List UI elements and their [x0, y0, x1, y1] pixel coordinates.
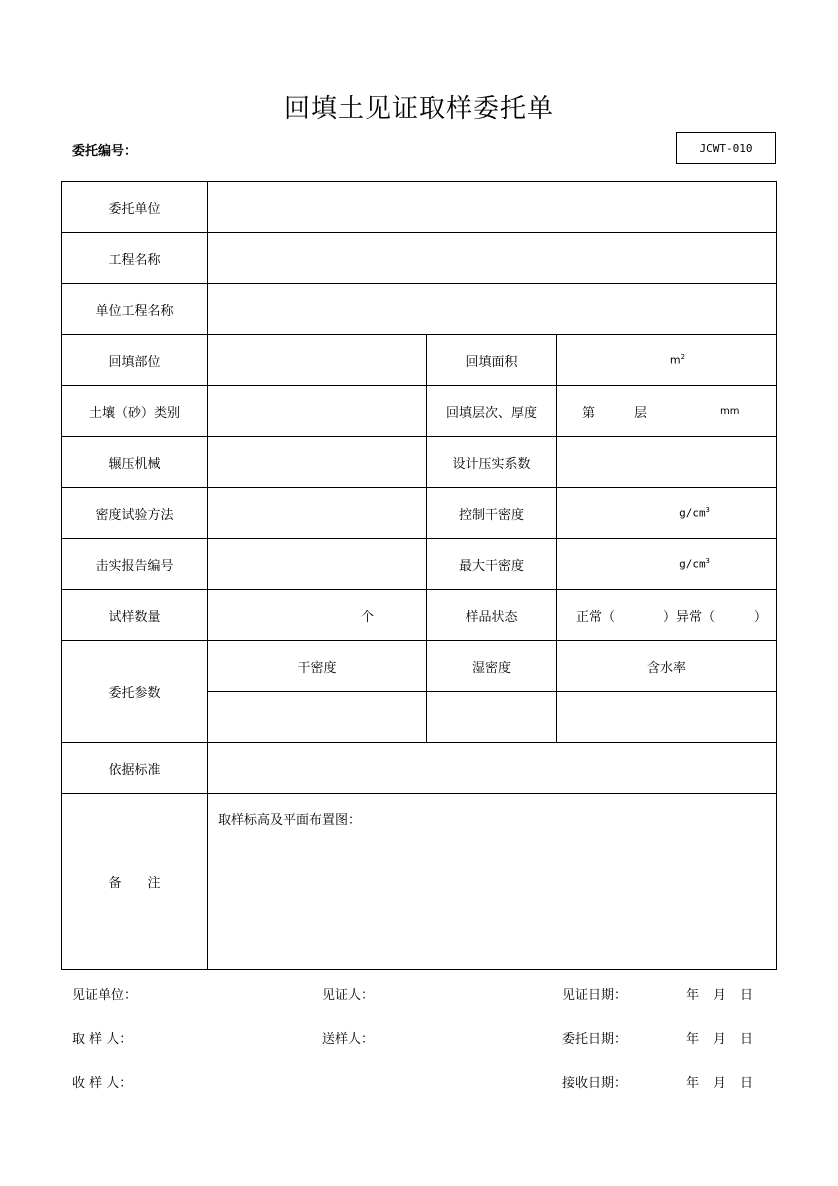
witness-unit-label: 见证单位：	[72, 988, 138, 1003]
receive-date-label: 接收日期：	[562, 1076, 628, 1091]
entrust-date-label: 委托日期：	[562, 1032, 628, 1047]
entrust-unit-label: 委托单位	[108, 201, 161, 217]
sample-state-field[interactable]	[557, 590, 776, 640]
table-border-bottom	[61, 969, 777, 970]
compaction-report-no-field[interactable]	[208, 539, 426, 589]
entrust-params-label: 委托参数	[108, 686, 161, 701]
fill-part-field[interactable]	[208, 335, 426, 385]
date-year: 年	[686, 1032, 700, 1047]
table-border-right	[776, 181, 777, 970]
date-month: 月	[713, 1076, 727, 1091]
state-close: ）	[754, 609, 768, 625]
date-day: 日	[740, 988, 754, 1003]
control-dry-density-field[interactable]	[557, 488, 776, 538]
density-method-label: 密度试验方法	[95, 507, 174, 523]
design-coeff-label: 设计压实系数	[452, 456, 531, 472]
layer-suffix: 层	[634, 405, 648, 421]
date-month: 月	[713, 988, 727, 1003]
date-year: 年	[686, 988, 700, 1003]
soil-type-field[interactable]	[208, 386, 426, 436]
date-day: 日	[740, 1076, 754, 1091]
state-normal: 正常（	[576, 609, 616, 625]
form-code-box	[676, 132, 776, 164]
basis-standard-label: 依据标准	[108, 762, 161, 778]
density-unit: $g/cm^3$	[679, 506, 710, 520]
witness-date-label: 见证日期：	[562, 988, 628, 1003]
max-dry-density-label: 最大干密度	[458, 558, 524, 574]
date-month: 月	[713, 1032, 727, 1047]
page-title: 回填土见证取样委托单	[283, 94, 554, 124]
witness-person-label: 见证人：	[322, 988, 375, 1003]
control-dry-density-label: 控制干密度	[458, 507, 524, 523]
param-dry-density-header: 干密度	[297, 660, 337, 676]
thickness-unit: mm	[720, 405, 740, 417]
design-coeff-field[interactable]	[557, 437, 776, 487]
sample-count-label: 试样数量	[108, 609, 161, 625]
project-name-field[interactable]	[208, 233, 776, 283]
date-day: 日	[740, 1032, 754, 1047]
param-water-content-field[interactable]	[557, 692, 776, 742]
compaction-report-no-label: 击实报告编号	[95, 558, 174, 574]
sampler-label: 取 样 人：	[72, 1032, 133, 1047]
layer-thickness-field[interactable]	[557, 386, 776, 436]
project-name-label: 工程名称	[108, 252, 161, 268]
date-year: 年	[686, 1076, 700, 1091]
param-wet-density-field[interactable]	[427, 692, 556, 742]
param-dry-density-field[interactable]	[208, 692, 426, 742]
density-unit: $g/cm^3$	[679, 557, 710, 571]
state-abnormal: ）异常（	[663, 609, 716, 625]
fill-area-field[interactable]	[557, 335, 776, 385]
remarks-field[interactable]	[208, 794, 776, 969]
unit-project-name-field[interactable]	[208, 284, 776, 334]
max-dry-density-field[interactable]	[557, 539, 776, 589]
compaction-machine-label: 辗压机械	[108, 456, 161, 472]
remarks-label: 备 注	[108, 876, 161, 891]
layer-thickness-label: 回填层次、厚度	[445, 405, 537, 421]
sender-label: 送样人：	[322, 1032, 375, 1047]
fill-part-label: 回填部位	[108, 354, 161, 370]
param-water-content-header: 含水率	[646, 660, 686, 676]
unit-project-name-label: 单位工程名称	[95, 303, 174, 319]
basis-standard-field[interactable]	[208, 743, 776, 793]
form-code: JCWT-010	[699, 141, 753, 155]
entrust-no-label: 委托编号：	[72, 144, 138, 159]
soil-type-label: 土壤（砂）类别	[88, 405, 180, 421]
receiver-label: 收 样 人：	[72, 1076, 133, 1091]
fill-area-label: 回填面积	[465, 354, 518, 370]
sample-count-unit: 个	[361, 609, 375, 625]
sample-state-label: 样品状态	[465, 609, 518, 625]
param-wet-density-header: 湿密度	[471, 660, 511, 676]
entrust-unit-field[interactable]	[208, 182, 776, 232]
density-method-field[interactable]	[208, 488, 426, 538]
fill-area-unit: $m^2$	[669, 353, 686, 367]
layer-prefix: 第	[582, 405, 596, 421]
compaction-machine-field[interactable]	[208, 437, 426, 487]
remarks-content: 取样标高及平面布置图：	[218, 813, 362, 828]
sample-count-field[interactable]	[208, 590, 426, 640]
